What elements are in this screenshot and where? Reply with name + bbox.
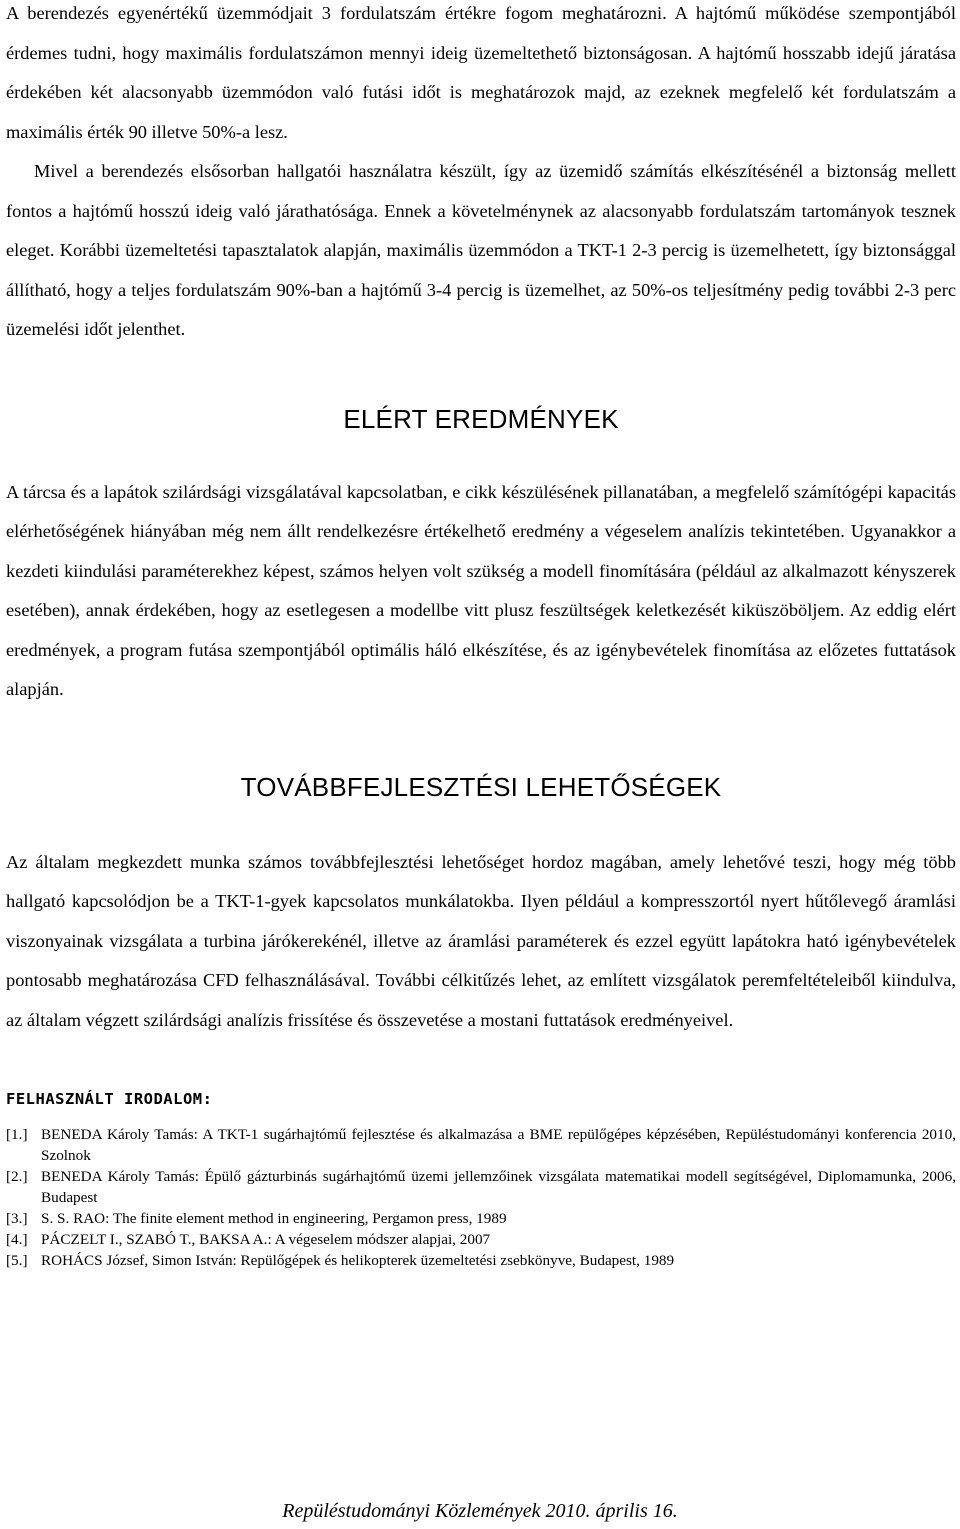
references-list (6, 1124, 956, 1271)
results-paragraph: A tárcsa és a lapátok szilárdsági vizsgálatával kapcsolatban, e cikk készülésének pillanatában, a megfelelő számítógépi kapacitás elérhetőségének hiányában még nem állt rendelkezésre értékelhető eredmény a végeselem analízis tekintetében. Ugyanakkor a kezdeti kiindulási paraméterekhez képest, számos helyen volt szükség a modell finomítására (például az alkalmazott kényszerek esetében), annak érdekében, hogy az esetlegesen a modellbe vitt plusz feszültségek keletkezését kiküszöböljem. Az eddig elért eredmények, a program futása szempontjából optimális háló elkészítése, és az igénybevételek finomítása az előzetes futtatások alapján. (6, 481, 956, 699)
reference-text: BENEDA Károly Tamás: Épülő gázturbinás sugárhajtómű üzemi jellemzőinek vizsgálata matematikai modell segítségével, Diplomamunka, 2006, Budapest (41, 1168, 956, 1206)
reference-text: PÁCZELT I., SZABÓ T., BAKSA A.: A végeselem módszer alapjai, 2007 (41, 1231, 491, 1248)
reference-text: S. S. RAO: The finite element method in engineering, Pergamon press, 1989 (41, 1210, 507, 1227)
reference-text: ROHÁCS József, Simon István: Repülőgépek és helikopterek üzemeltetési zsebkönyve, Budapest, 1989 (41, 1252, 675, 1269)
reference-number: [1.] (6, 1126, 28, 1143)
reference-item (6, 1250, 956, 1271)
reference-number: [4.] (6, 1231, 28, 1248)
reference-text: BENEDA Károly Tamás: A TKT-1 sugárhajtómű fejlesztése és alkalmazása a BME repülőgépes képzésében, Repüléstudományi konferencia 2010, Szolnok (41, 1126, 956, 1164)
page-footer: Repüléstudományi Közlemények 2010. április 16. (282, 1500, 678, 1522)
reference-item (6, 1166, 956, 1208)
section-heading-development: TOVÁBBFEJLESZTÉSI LEHETŐSÉGEK (240, 771, 722, 802)
body-paragraph: A berendezés egyenértékű üzemmódjait 3 fordulatszám értékre fogom meghatározni. A hajtómű működése szempontjából érdemes tudni, hogy maximális fordulatszámon mennyi ideig üzemeltethető biztonságosan. A hajtómű hosszabb idejű járatása érdekében két alacsonyabb üzemmódon való futási időt is meghatározok majd, az ezeknek megfelelő két fordulatszám a maximális érték 90 illetve 50%-a lesz. (6, 3, 956, 142)
document-page (6, 0, 956, 1271)
reference-number: [5.] (6, 1252, 28, 1269)
development-paragraph: Az általam megkezdett munka számos továbbfejlesztési lehetőséget hordoz magában, amely lehetővé teszi, hogy még több hallgató kapcsolódjon be a TKT-1-gyek kapcsolatos munkálatokba. Ilyen például a kompresszortól nyert hűtőlevegő áramlási viszonyainak vizsgálata a turbina járókerekénél, illetve az áramlási paraméterek és ezzel együtt lapátokra ható igénybevételek pontosabb meghatározása CFD felhasználásával. További célkitűzés lehet, az említett vizsgálatok peremfeltételeiből kiindulva, az általam végzett szilárdsági analízis frissítése és összevetése a mostani futtatások eredményeivel. (6, 851, 956, 1030)
reference-item (6, 1208, 956, 1229)
body-paragraph: Mivel a berendezés elsősorban hallgatói használatra készült, így az üzemidő számítás elkészítésénél a biztonság mellett fontos a hajtómű hosszú ideig való járathatósága. Ennek a követelménynek az alacsonyabb fordulatszám tartományok tesznek eleget. Korábbi üzemeltetési tapasztalatok alapján, maximális üzemmódon a TKT-1 2-3 percig is üzemelhetett, így biztonsággal állítható, hogy a teljes fordulatszám 90%-ban a hajtómű 3-4 percig is üzemelhet, az 50%-os teljesítmény pedig további 2-3 perc üzemelési időt jelenthet. (6, 161, 956, 339)
reference-number: [3.] (6, 1210, 28, 1227)
reference-item (6, 1124, 956, 1166)
reference-number: [2.] (6, 1168, 28, 1185)
reference-item (6, 1229, 956, 1250)
references-title: FELHASZNÁLT IRODALOM: (6, 1090, 213, 1108)
section-heading-results: ELÉRT EREDMÉNYEK (343, 403, 619, 434)
